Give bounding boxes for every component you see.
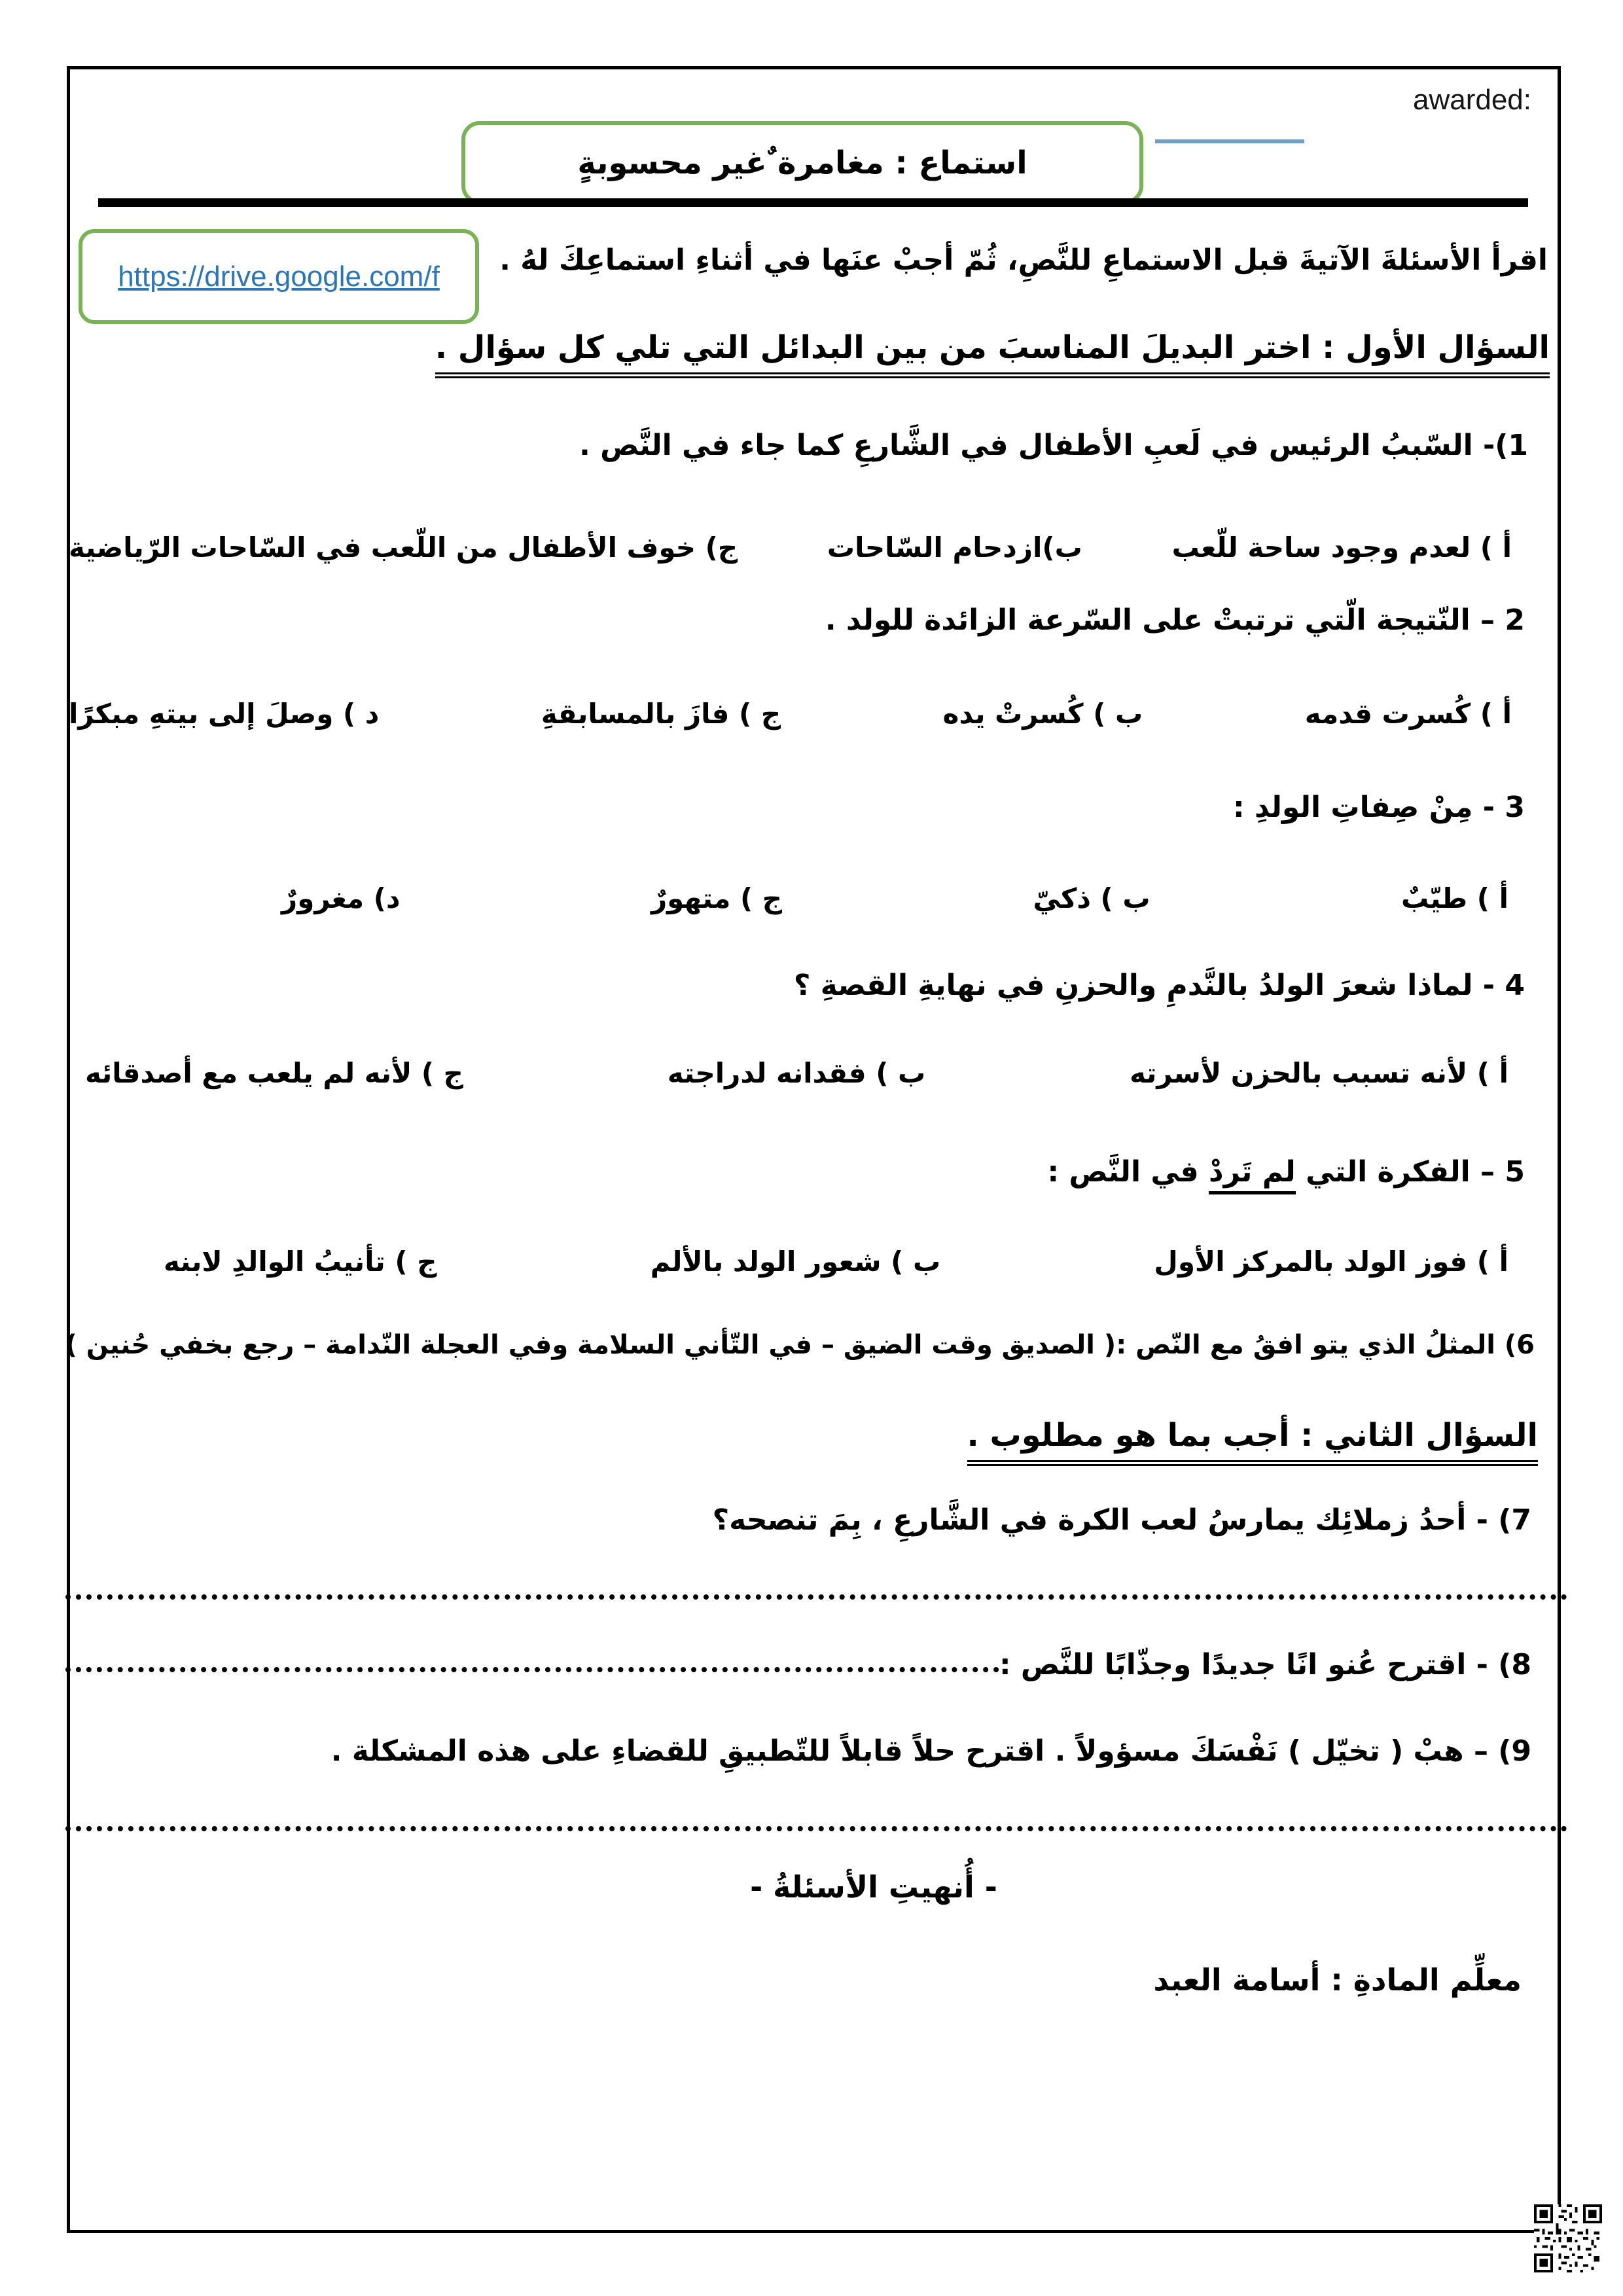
question-4: 4 - لماذا شعرَ الولدُ بالنَّدمِ والحزنِ في نهايةِ القصةِ ؟ [793,969,1525,1002]
question-8: 8) - اقترح عُنو انًا جديدًا وجذّابًا للنَّص : [999,1648,1531,1681]
question-2-options [69,698,1512,730]
question-8-row [65,1648,1531,1681]
audio-link-box [79,229,479,324]
question-5-suffix: في النَّص : [1047,1155,1209,1189]
page-frame [67,66,1561,2233]
section2-heading: السؤال الثاني : أجب بما هو مطلوب . [967,1417,1538,1466]
question-1-options [69,531,1512,564]
page-title: استماع : مغامرة ٌغير محسوبةٍ [577,144,1027,181]
answer-line-q9 [65,1826,1567,1831]
question-1: 1)- السّببُ الرئيس في لَعبِ الأطفال في الشَّارعِ كما جاء في النَّص . [579,429,1528,462]
option-a: أ ) لأنه تسبب بالحزن لأسرته [1130,1057,1508,1089]
drive-link[interactable]: https://drive.google.com/f [118,260,440,293]
question-5-options [164,1246,1508,1278]
option-a: أ ) فوز الولد بالمركز الأول [1154,1246,1508,1278]
question-5 [1048,1155,1525,1189]
blue-line-decoration [1155,139,1304,143]
option-c: ج) خوف الأطفال من اللّعب في السّاحات الرّياضية [69,531,738,564]
option-c: ج ) لأنه لم يلعب مع أصدقائه [85,1057,463,1089]
option-a: أ ) طيّبٌ [1400,882,1508,914]
option-c: ج ) متهورٌ [651,882,783,914]
title-box [461,121,1143,204]
question-7: 7) - أحدُ زملائِك يمارسُ لعب الكرة في الشَّارعِ ، بِمَ تنصحه؟ [712,1503,1531,1537]
header-rule [98,198,1528,207]
question-2: 2 – النّتيجة الّتي ترتبتْ على السّرعة الزائدة للولد . [825,603,1525,637]
teacher-name: معلِّم المادةِ : أسامة العبد [1153,1962,1522,1998]
question-4-options [85,1057,1508,1089]
option-c: ج ) تأنيبُ الوالدِ لابنه [164,1246,437,1278]
option-a: أ ) لعدم وجود ساحة للّعب [1171,531,1512,564]
question-5-underlined: لم تَردْ [1209,1155,1296,1194]
answer-line-q7 [65,1594,1567,1600]
option-b: ب ) ذكيّ [1033,882,1150,914]
section1-heading: السؤال الأول : اختر البديلَ المناسبَ من بين البدائل التي تلي كل سؤال . [435,329,1550,378]
option-b: ب)ازدحام السّاحات [827,531,1082,564]
option-a: أ ) كُسرت قدمه [1304,698,1512,730]
option-d: د) مغرورٌ [281,882,401,914]
question-9: 9) – هبْ ( تخيّل ) نَفْسَكَ مسؤولاً . اقترح حلاً قابلاً للتّطبيقِ للقضاءِ على هذه المشكلة . [330,1734,1531,1768]
option-b: ب ) فقدانه لدراجته [667,1057,926,1089]
instruction-text: اقرأ الأسئلةَ الآتيةَ قبل الاستماعِ للنَّصِ، ثُمّ أجبْ عنَها في أثناءِ استماعِكَ لهُ . [499,243,1548,277]
awarded-label: awarded: [1412,84,1531,116]
answer-line-q8 [65,1667,999,1672]
question-3: 3 - مِنْ صِفاتِ الولدِ : [1233,791,1525,824]
question-6: 6) المثلُ الذي يتو افقُ مع النّص :( الصديق وقت الضيق – في التّأني السلامة وفي العجلة النّدامة – رجع بخفي حُنين ) [65,1330,1535,1360]
option-c: ج ) فازَ بالمسابقةِ [541,698,781,730]
qr-code [1534,2204,1602,2272]
question-5-prefix: 5 – الفكرة التي [1295,1155,1525,1189]
option-b: ب ) كُسرتْ يده [942,698,1143,730]
question-3-options [281,882,1508,914]
end-of-questions-note: - أُنهيتِ الأسئلةُ - [750,1869,997,1905]
option-b: ب ) شعور الولد بالألم [650,1246,941,1278]
option-d: د ) وصلَ إلى بيتهِ مبكرًا [69,698,380,730]
